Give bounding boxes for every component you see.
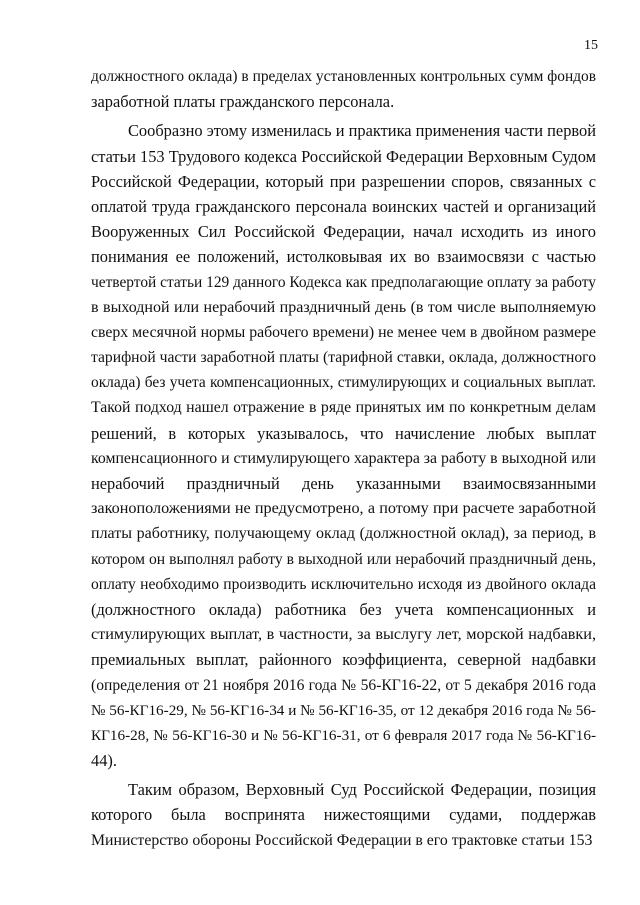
text-line: Такой подход нашел отражение в ряде принятых им по конкретным делам [91, 399, 596, 417]
text-line: оплатой труда гражданского персонала воинских частей и организаций [91, 196, 596, 216]
text-line: тарифной части заработной платы (тарифной ставки, оклада, должностного [91, 349, 596, 367]
page-number: 15 [584, 38, 598, 53]
paragraph [91, 777, 596, 853]
text-line: № 56-КГ16-29, № 56-КГ16-34 и № 56-КГ16-35, от 12 декабря 2016 года № 56- [91, 701, 596, 719]
text-line: оклада) без учета компенсационных, стимулирующих и социальных выплат. [91, 374, 596, 392]
text-line: законоположениями не предусмотрено, а потому при расчете заработной [91, 499, 596, 518]
text-line: Министерство обороны Российской Федерации в его трактовке статьи 153 [91, 831, 593, 849]
text-line: статьи 153 Трудового кодекса Российской Федерации Верховным Судом [91, 146, 596, 166]
text-line: решений, в которых указывалось, что начисление любых выплат [91, 423, 596, 443]
text-line: четвертой статьи 129 данного Кодекса как предполагающие оплату за работу [91, 273, 596, 291]
text-line: Российской Федерации, который при разрешении споров, связанных с [91, 171, 596, 191]
text-line: оплату необходимо производить исключительно исходя из двойного оклада [91, 575, 596, 593]
document-body [91, 64, 596, 853]
text-line: Сообразно этому изменилась и практика применения части первой [128, 121, 596, 141]
text-line: котором он выполнял работу в выходной или нерабочий праздничный день, [91, 550, 596, 568]
text-line: (определения от 21 ноября 2016 года № 56-КГ16-22, от 5 декабря 2016 года [91, 676, 596, 694]
text-line: КГ16-28, № 56-КГ16-30 и № 56-КГ16-31, от 6 февраля 2017 года № 56-КГ16- [91, 726, 596, 744]
text-line: премиальных выплат, районного коэффициента, северной надбавки [91, 650, 596, 670]
text-line: платы работнику, получающему оклад (должностной оклад), за период, в [91, 525, 596, 543]
text-line: заработной платы гражданского персонала. [91, 92, 395, 112]
text-line: 44). [91, 751, 117, 771]
text-line: которого была воспринята нижестоящими судами, поддержав [91, 805, 596, 825]
text-line: (должностного оклада) работника без учета компенсационных и [91, 599, 596, 619]
text-line: в выходной или нерабочий праздничный день (в том числе выполняемую [91, 298, 596, 316]
text-line: стимулирующих выплат, в частности, за выслугу лет, морской надбавки, [91, 625, 596, 644]
text-line: компенсационного и стимулирующего характера за работу в выходной или [91, 449, 596, 467]
text-line: понимания ее положений, истолковывая их во взаимосвязи с частью [91, 247, 596, 267]
text-line: сверх месячной нормы рабочего времени) не менее чем в двойном размере [91, 323, 596, 341]
paragraph [91, 118, 596, 773]
text-line: нерабочий праздничный день указанными взаимосвязанными [91, 474, 596, 493]
paragraph [91, 64, 596, 114]
text-line: должностного оклада) в пределах установленных контрольных сумм фондов [91, 68, 596, 85]
text-line: Вооруженных Сил Российской Федерации, начал исходить из иного [91, 222, 596, 242]
text-line: Таким образом, Верховный Суд Российской Федерации, позиция [128, 780, 596, 800]
